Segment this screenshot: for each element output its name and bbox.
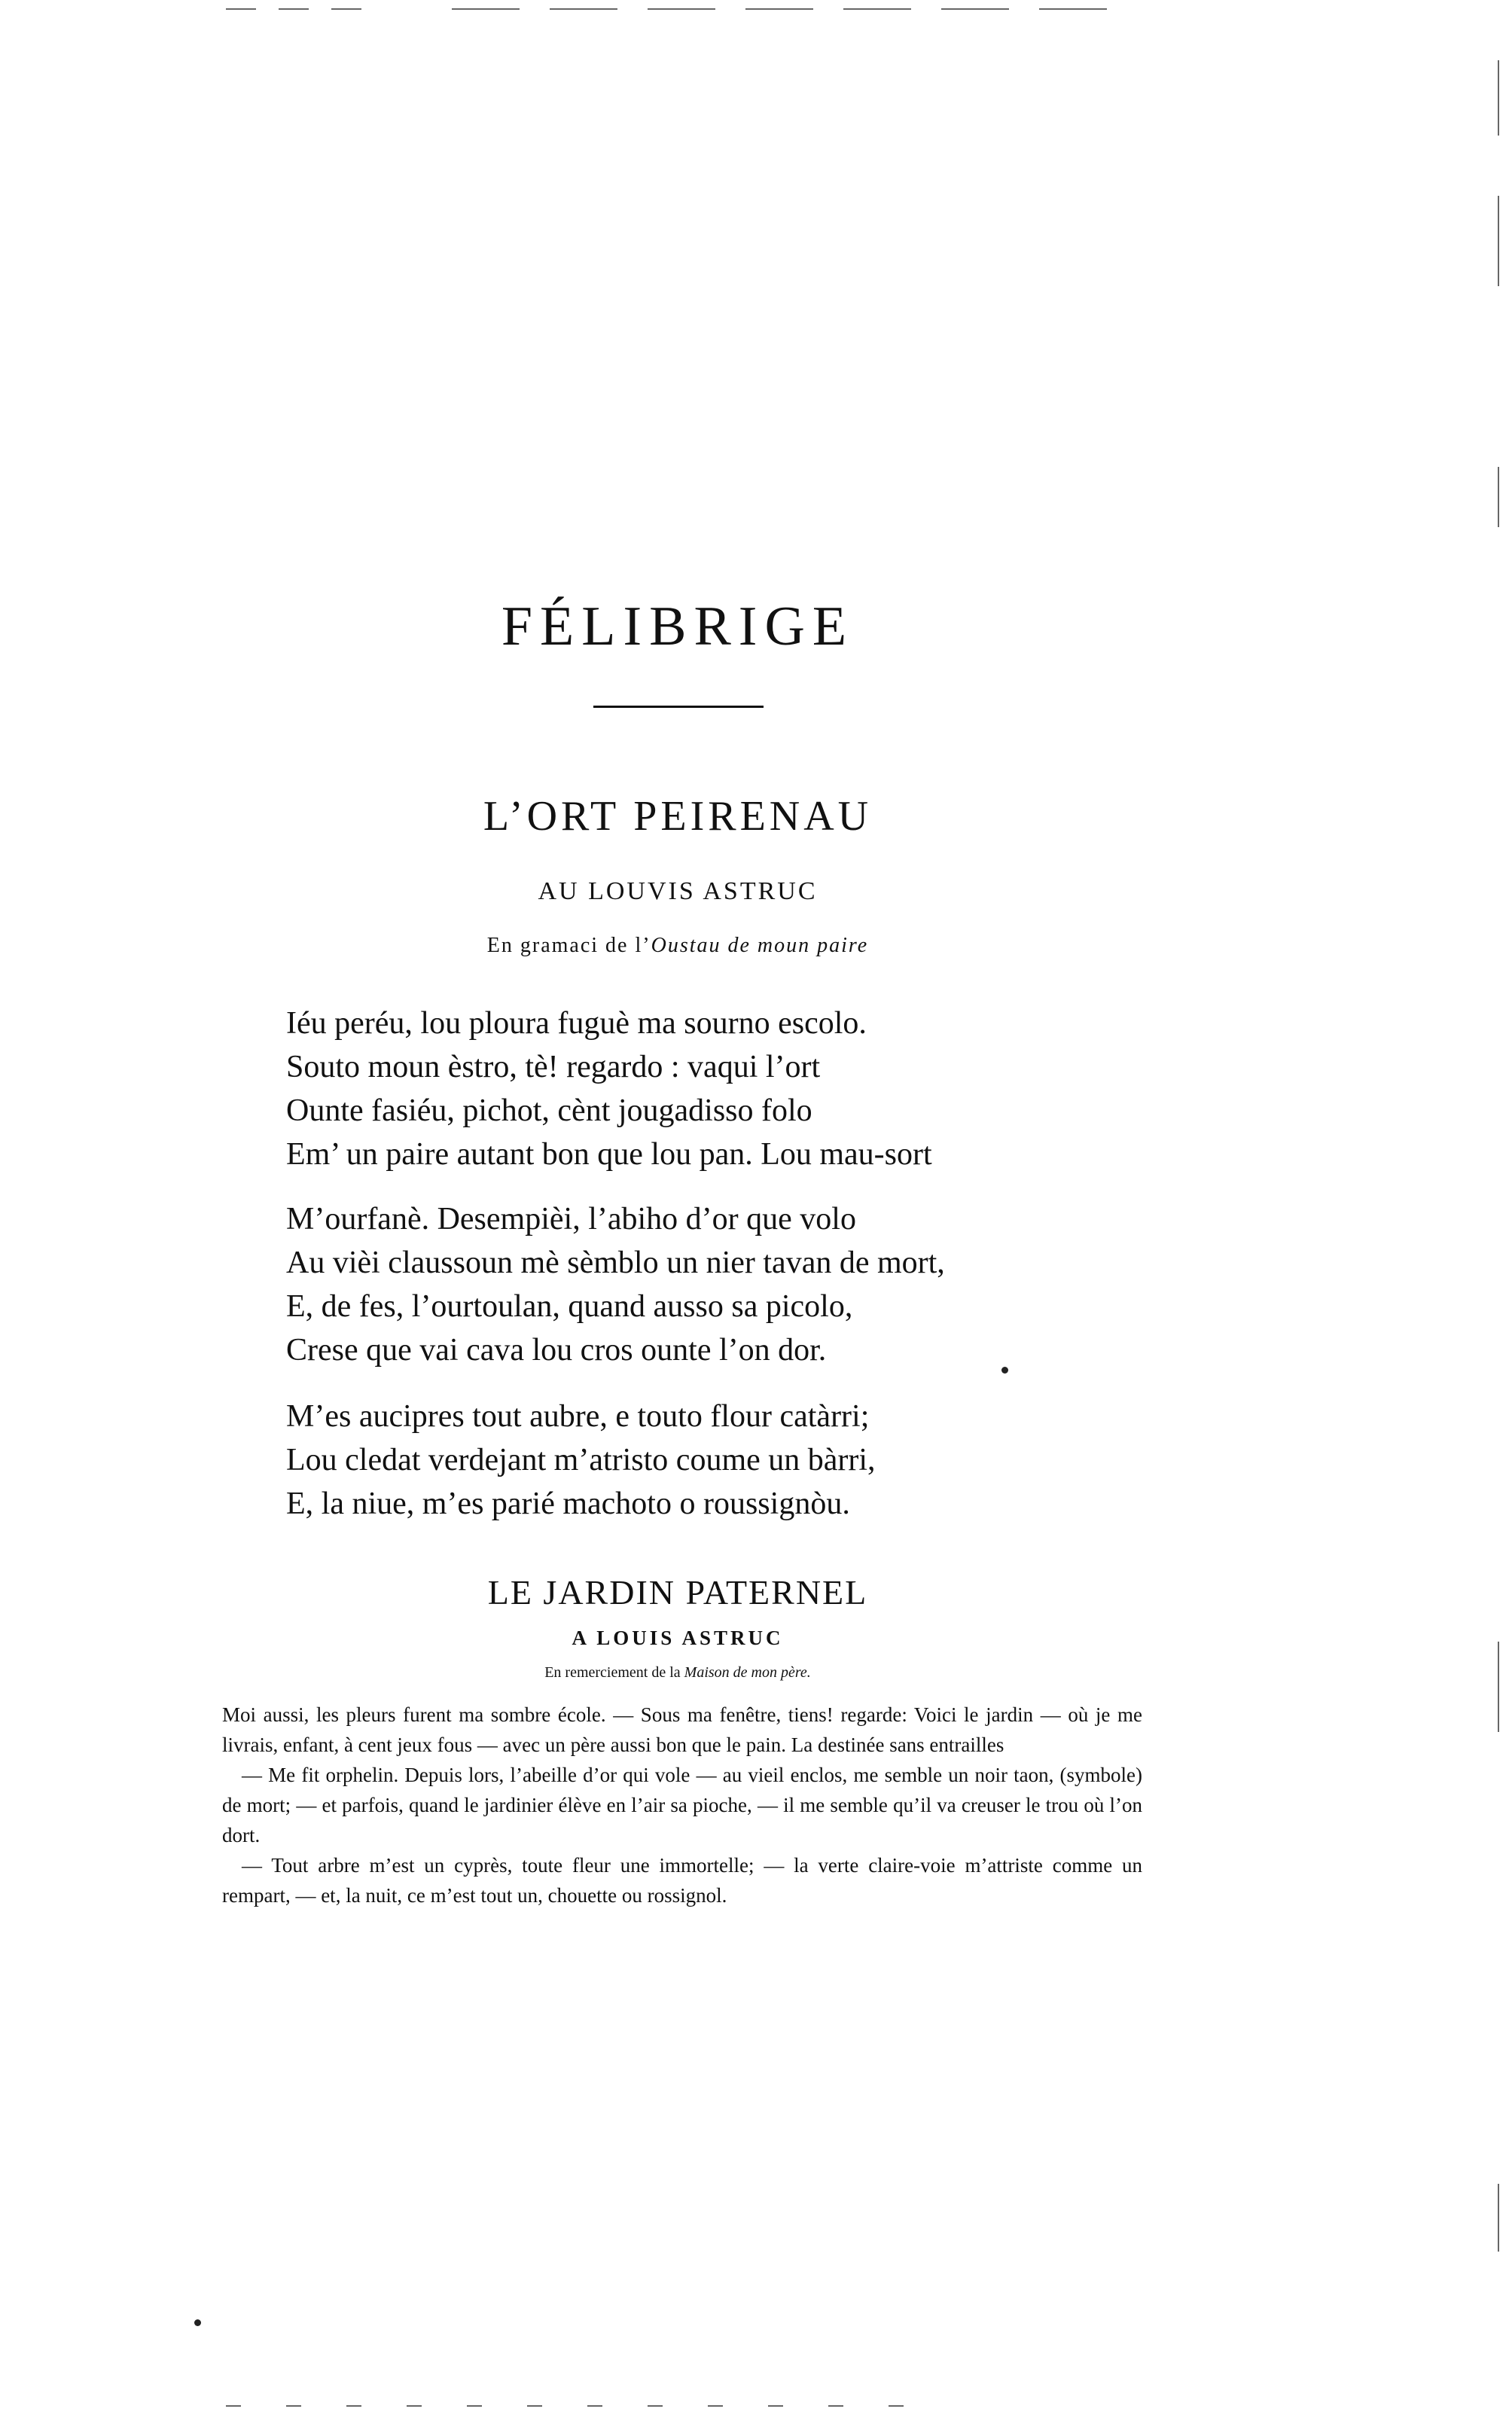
poem-stanza-2 [286, 1197, 945, 1372]
translation-subtitle-prefix: En remerciement de la [544, 1664, 684, 1681]
verse-line: Ounte fasiéu, pichot, cènt jougadisso folo [286, 1093, 812, 1128]
translation-title: LE JARDIN PATERNEL [487, 1573, 868, 1611]
verse-line: Em’ un paire autant bon que lou pan. Lou mau-sort [286, 1137, 932, 1172]
heading-rule [593, 706, 764, 708]
translation-paragraph: — Tout arbre m’est un cyprès, toute fleur une immortelle; — la verte claire-voie m’attriste comme un rempart, — et, la nuit, ce m’est tout un, chouette ou rossignol. [222, 1854, 1142, 1907]
poem-subtitle-prefix: En gramaci de l’ [486, 934, 651, 957]
page-heading: FÉLIBRIGE [501, 596, 855, 657]
poem-stanza-3 [286, 1395, 876, 1526]
verse-line: M’ourfanè. Desempièi, l’abiho d’or que volo [286, 1202, 856, 1236]
translation-subtitle [0, 1664, 1355, 1682]
translation-dedication: A LOUIS ASTRUC [572, 1627, 784, 1649]
poem-subtitle-work: Oustau de moun paire [651, 934, 869, 957]
verse-line: M’es aucipres tout aubre, e touto flour catàrri; [286, 1399, 870, 1434]
verse-line: Lou cledat verdejant m’atristo coume un bàrri, [286, 1443, 876, 1477]
verse-line: E, de fes, l’ourtoulan, quand ausso sa picolo, [286, 1289, 853, 1324]
verse-line: E, la niue, m’es parié machoto o roussignòu. [286, 1486, 850, 1521]
verse-line: Au vièi claussoun mè sèmblo un nier tavan de mort, [286, 1246, 945, 1280]
poem-subtitle [0, 934, 1355, 958]
translation-subtitle-work: Maison de mon père. [684, 1664, 811, 1681]
poem-title: L’ORT PEIRENAU [483, 793, 873, 840]
verse-line: Iéu peréu, lou ploura fuguè ma sourno escolo. [286, 1006, 867, 1041]
poem-dedication: AU LOUVIS ASTRUC [538, 877, 818, 905]
translation-paragraph: Moi aussi, les pleurs furent ma sombre école. — Sous ma fenêtre, tiens! regarde: Voici le jardin — où je me livrais, enfant, à cent jeux fous — avec un père aussi bon que le pain. La destinée sans entrailles [222, 1703, 1142, 1756]
verse-line: Souto moun èstro, tè! regardo : vaqui l’ort [286, 1050, 821, 1084]
verse-line: Crese que vai cava lou cros ounte l’on dor. [286, 1333, 827, 1368]
ink-speck [1001, 1367, 1008, 1374]
translation-paragraph: — Me fit orphelin. Depuis lors, l’abeille d’or qui vole — au vieil enclos, me semble un noir taon, (symbole) de mort; — et parfois, quand le jardinier élève en l’air sa pioche, — il me semble qu’il va creuser le trou où l’on dort. [222, 1764, 1142, 1846]
ink-speck [194, 2319, 201, 2326]
translation-prose [222, 1700, 1142, 1910]
poem-stanza-1 [286, 1002, 932, 1176]
